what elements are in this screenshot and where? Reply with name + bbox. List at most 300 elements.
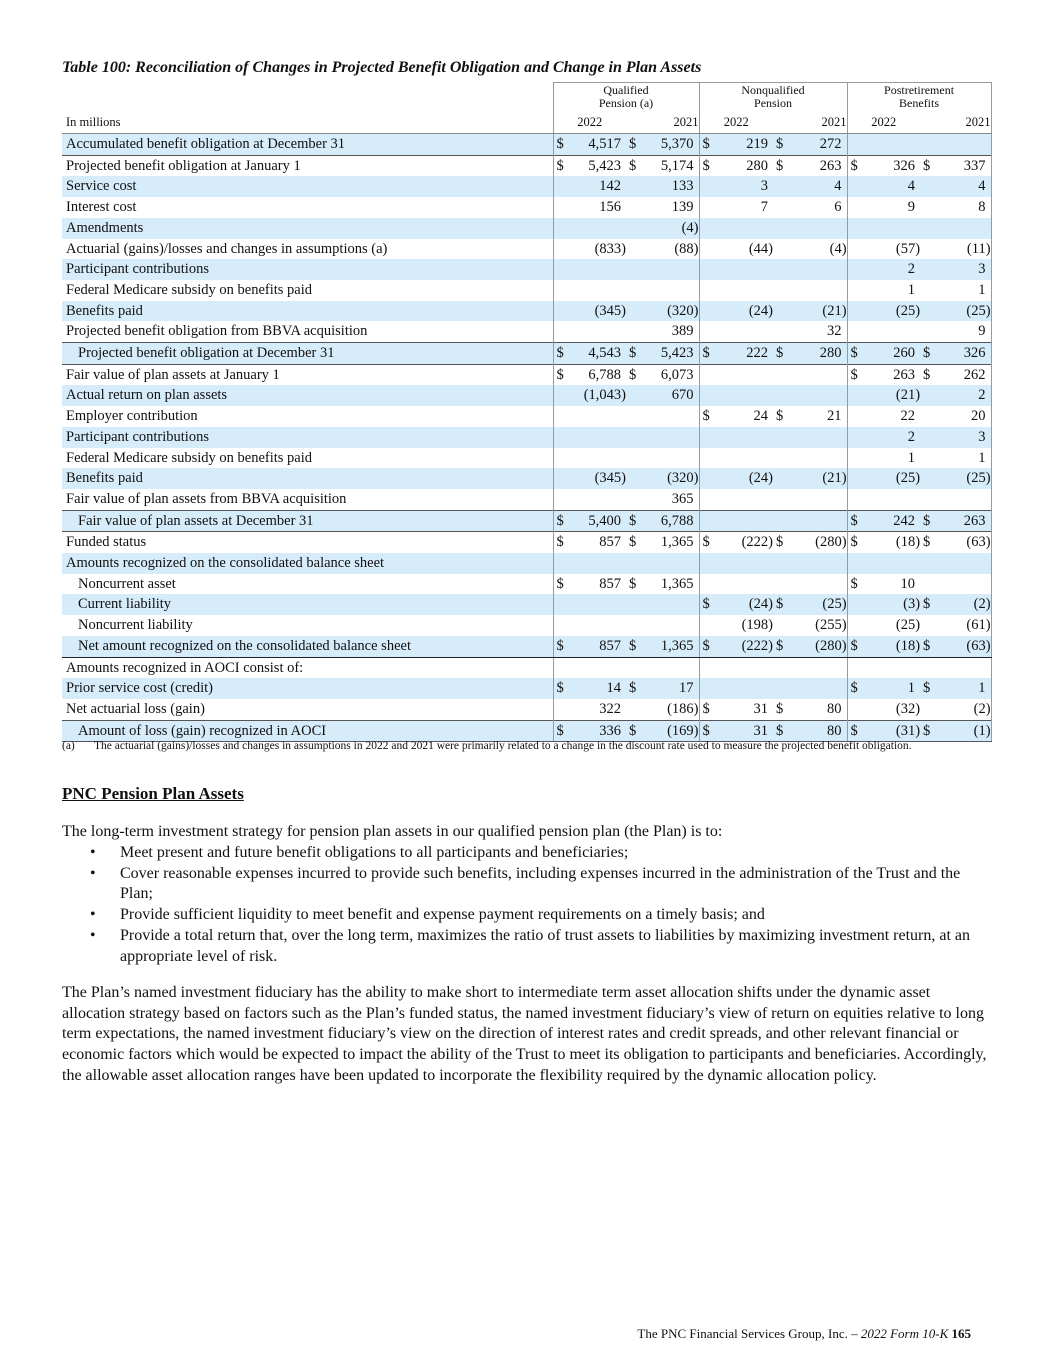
value-cell <box>699 385 773 406</box>
value-cell <box>920 197 991 218</box>
group-header-postretirement: Postretirement Benefits <box>847 83 991 112</box>
value-cell <box>773 574 847 595</box>
row-label: Interest cost <box>66 199 137 216</box>
cell-value: (11) <box>966 240 991 257</box>
cell-value: (31) <box>895 722 921 739</box>
cell-value: (21) <box>895 387 921 404</box>
value-cell <box>553 678 626 699</box>
value-cell <box>773 385 847 406</box>
currency-symbol: $ <box>776 136 784 152</box>
value-cell <box>847 259 920 280</box>
currency-symbol: $ <box>702 136 710 152</box>
cell-value: 1 <box>907 680 916 697</box>
cell-value: 2 <box>978 387 986 404</box>
value-cell <box>847 574 920 595</box>
currency-symbol: $ <box>702 637 710 654</box>
cell-value: (25) <box>966 302 991 319</box>
year-header-row <box>62 111 991 134</box>
currency-symbol: $ <box>629 157 637 174</box>
value-cell <box>553 134 626 156</box>
value-cell <box>553 385 626 406</box>
cell-value: (3) <box>903 596 921 613</box>
table-row <box>62 218 991 239</box>
value-cell <box>847 489 920 510</box>
section-heading: PNC Pension Plan Assets <box>62 784 244 803</box>
cell-value: (198) <box>741 617 774 634</box>
currency-symbol: $ <box>556 722 564 739</box>
value-cell <box>626 155 699 176</box>
table-row <box>62 385 991 406</box>
table-title: Table 100: Reconciliation of Changes in Projected Benefit Obligation and Change in Plan Assets <box>62 59 702 76</box>
value-cell <box>626 448 699 469</box>
value-cell <box>626 343 699 365</box>
row-label: Net actuarial loss (gain) <box>66 700 205 717</box>
currency-symbol: $ <box>629 680 637 697</box>
value-cell <box>699 155 773 176</box>
bullet-text: Meet present and future benefit obligations to all participants and beneficiaries; <box>120 844 629 861</box>
cell-value: (63) <box>966 637 991 654</box>
row-label: Amendments <box>62 218 553 239</box>
value-cell <box>626 678 699 699</box>
bullet-text: Provide a total return that, over the long term, maximizes the ratio of trust assets to liabilities by maximizing investment return, at an appropriate level of risk. <box>120 926 971 965</box>
value-cell <box>699 301 773 322</box>
cell-value: (21) <box>822 470 847 487</box>
cell-value: 219 <box>746 136 769 152</box>
currency-symbol: $ <box>923 345 931 362</box>
value-cell <box>553 468 626 489</box>
value-cell <box>626 636 699 657</box>
row-label: Amount of loss (gain) recognized in AOCI <box>62 720 553 742</box>
table-row <box>62 448 991 469</box>
value-cell <box>699 176 773 197</box>
value-cell <box>626 218 699 239</box>
value-cell <box>553 574 626 595</box>
currency-symbol: $ <box>923 534 931 551</box>
cell-value: 20 <box>971 408 986 425</box>
value-cell <box>847 364 920 385</box>
cell-value: 142 <box>599 178 621 195</box>
value-cell <box>920 176 991 197</box>
cell-value: 262 <box>963 366 986 383</box>
value-cell <box>773 699 847 720</box>
cell-value: 365 <box>671 490 694 507</box>
value-cell <box>920 239 991 260</box>
value-cell <box>847 532 920 553</box>
table-row <box>62 657 991 678</box>
page-number: 165 <box>951 1326 971 1341</box>
row-label: Prior service cost (credit) <box>62 678 553 699</box>
cell-value: 280 <box>746 157 769 174</box>
value-cell <box>920 489 991 510</box>
page-footer <box>637 1326 971 1342</box>
cell-value: 9 <box>907 199 916 216</box>
table-row <box>62 468 991 489</box>
value-cell <box>699 615 773 636</box>
value-cell <box>626 468 699 489</box>
value-cell <box>699 594 773 615</box>
cell-value: 1 <box>907 449 916 466</box>
currency-symbol: $ <box>923 637 931 654</box>
value-cell <box>920 636 991 657</box>
currency-symbol: $ <box>776 534 784 551</box>
cell-value: (1,043) <box>583 387 626 404</box>
value-cell <box>773 197 847 218</box>
value-cell <box>847 553 920 574</box>
value-cell <box>553 510 626 532</box>
fiduciary-paragraph: The Plan’s named investment fiduciary has the ability to make short to intermediate term asset allocation shifts under the dynamic asset allocation strategy based on factors such as the Plan’s funded status, the named investment fiduciary’s view of return on equities relative to long term expectations, the named investment fiduciary’s view on the direction of interest rates and credit spreads, and other relevant financial or economic factors which would be expected to impact the ability of the Trust to meet its obligation to participants and beneficiaries. Accordingly, the allowable asset allocation ranges have been updated to incorporate the flexibility required by the dynamic allocation policy. <box>62 984 987 1084</box>
cell-value: 260 <box>893 345 916 362</box>
cell-value: (4) <box>681 219 699 236</box>
value-cell <box>699 574 773 595</box>
row-label: Amounts recognized in AOCI consist of: <box>66 659 304 676</box>
year-header: 2022 <box>699 111 773 134</box>
currency-symbol: $ <box>629 136 637 152</box>
value-cell <box>773 615 847 636</box>
value-cell <box>773 280 847 301</box>
value-cell <box>699 134 773 156</box>
cell-value: 263 <box>963 512 986 529</box>
bullet-text: Provide sufficient liquidity to meet benefit and expense payment requirements on a timely basis; and <box>120 906 765 924</box>
currency-symbol: $ <box>776 157 784 174</box>
cell-value: 22 <box>900 408 916 425</box>
cell-value: 5,423 <box>660 345 694 362</box>
value-cell <box>773 321 847 342</box>
value-cell <box>699 280 773 301</box>
cell-value: 6,788 <box>588 366 621 383</box>
cell-value: (2) <box>973 596 991 613</box>
table-row <box>62 197 991 218</box>
value-cell <box>699 343 773 365</box>
bullet-mark: • <box>90 906 96 924</box>
currency-symbol: $ <box>702 345 710 362</box>
cell-value: (280) <box>815 637 847 654</box>
value-cell <box>773 532 847 553</box>
cell-value: 263 <box>819 157 842 174</box>
cell-value: 2 <box>907 261 916 278</box>
table-row <box>62 364 991 385</box>
value-cell <box>773 489 847 510</box>
cell-value: (24) <box>748 596 774 613</box>
value-cell <box>553 197 626 218</box>
table-row <box>62 406 991 427</box>
value-cell <box>553 657 626 678</box>
cell-value: (18) <box>895 534 921 551</box>
currency-symbol: $ <box>850 512 858 529</box>
value-cell <box>553 615 626 636</box>
bullet-item <box>62 905 992 926</box>
value-cell <box>553 280 626 301</box>
table-row <box>62 155 991 176</box>
currency-symbol: $ <box>629 637 637 654</box>
row-label: Participant contributions <box>62 427 553 448</box>
value-cell <box>773 406 847 427</box>
value-cell <box>553 594 626 615</box>
cell-value: 326 <box>893 157 916 174</box>
cell-value: (280) <box>815 534 847 551</box>
cell-value: 272 <box>819 136 842 152</box>
value-cell <box>920 510 991 532</box>
cell-value: 1,365 <box>660 637 694 654</box>
row-label: Funded status <box>62 532 553 553</box>
value-cell <box>626 427 699 448</box>
currency-symbol: $ <box>702 408 710 425</box>
cell-value: 242 <box>893 512 916 529</box>
value-cell <box>847 176 920 197</box>
value-cell <box>920 364 991 385</box>
cell-value: 1,365 <box>660 575 694 592</box>
row-label: Fair value of plan assets at January 1 <box>62 364 553 385</box>
value-cell <box>699 678 773 699</box>
cell-value: 1,365 <box>660 534 694 551</box>
table-row <box>62 343 991 365</box>
cell-value: (18) <box>895 637 921 654</box>
cell-value: 857 <box>599 534 621 551</box>
cell-value: 21 <box>827 408 842 425</box>
row-label: Service cost <box>62 176 553 197</box>
value-cell <box>773 427 847 448</box>
cell-value: 1 <box>978 680 986 697</box>
year-header: 2021 <box>920 111 991 134</box>
value-cell <box>920 343 991 365</box>
value-cell <box>699 406 773 427</box>
cell-value: 80 <box>827 700 842 717</box>
value-cell <box>920 678 991 699</box>
cell-value: 337 <box>963 157 986 174</box>
table-row <box>62 239 991 260</box>
value-cell <box>920 218 991 239</box>
cell-value: 336 <box>599 722 621 739</box>
cell-value: (255) <box>815 617 847 634</box>
cell-value: 322 <box>599 700 621 717</box>
table-row <box>62 489 991 510</box>
value-cell <box>553 301 626 322</box>
currency-symbol: $ <box>850 722 858 739</box>
value-cell <box>626 259 699 280</box>
row-label: Projected benefit obligation at January 1 <box>62 155 553 176</box>
value-cell <box>699 259 773 280</box>
value-cell <box>626 280 699 301</box>
currency-symbol: $ <box>776 345 784 362</box>
value-cell <box>920 155 991 176</box>
value-cell <box>553 448 626 469</box>
value-cell <box>553 699 626 720</box>
table-row <box>62 321 991 342</box>
cell-value: (25) <box>895 302 921 319</box>
cell-value: (186) <box>667 700 699 717</box>
cell-value: 4 <box>907 178 916 195</box>
value-cell <box>626 574 699 595</box>
value-cell <box>847 510 920 532</box>
cell-value: 24 <box>753 408 769 425</box>
currency-symbol: $ <box>556 512 564 529</box>
cell-value: 857 <box>599 575 621 592</box>
value-cell <box>626 385 699 406</box>
value-cell <box>699 489 773 510</box>
value-cell <box>920 134 991 156</box>
value-cell <box>553 239 626 260</box>
cell-value: 3 <box>978 261 986 278</box>
cell-value: (57) <box>895 240 921 257</box>
cell-value: (25) <box>822 596 847 613</box>
value-cell <box>773 594 847 615</box>
currency-symbol: $ <box>556 366 564 383</box>
currency-symbol: $ <box>776 637 784 654</box>
table-row <box>62 427 991 448</box>
value-cell <box>699 321 773 342</box>
cell-value: 326 <box>963 345 986 362</box>
currency-symbol: $ <box>629 534 637 551</box>
value-cell <box>847 321 920 342</box>
value-cell <box>626 699 699 720</box>
value-cell <box>920 553 991 574</box>
value-cell <box>626 321 699 342</box>
value-cell <box>626 489 699 510</box>
value-cell <box>920 532 991 553</box>
value-cell <box>699 364 773 385</box>
cell-value: (61) <box>966 617 991 634</box>
table-row <box>62 594 991 615</box>
value-cell <box>553 259 626 280</box>
currency-symbol: $ <box>850 157 858 174</box>
value-cell <box>553 155 626 176</box>
value-cell <box>773 343 847 365</box>
value-cell <box>553 532 626 553</box>
value-cell <box>553 364 626 385</box>
cell-value: 139 <box>671 199 694 216</box>
currency-symbol: $ <box>850 575 858 592</box>
cell-value: 4,543 <box>588 345 621 362</box>
row-label: Projected benefit obligation from BBVA acquisition <box>66 323 368 340</box>
cell-value: (88) <box>674 240 699 257</box>
currency-symbol: $ <box>556 575 564 592</box>
value-cell <box>847 448 920 469</box>
value-cell <box>773 678 847 699</box>
currency-symbol: $ <box>776 700 784 717</box>
currency-symbol: $ <box>923 366 931 383</box>
value-cell <box>699 636 773 657</box>
cell-value: (320) <box>667 470 699 487</box>
currency-symbol: $ <box>850 637 858 654</box>
cell-value: (833) <box>594 240 626 257</box>
value-cell <box>847 155 920 176</box>
value-cell <box>553 176 626 197</box>
value-cell <box>847 218 920 239</box>
table-row <box>62 176 991 197</box>
currency-symbol: $ <box>702 722 710 739</box>
cell-value: 3 <box>978 428 986 445</box>
value-cell <box>626 553 699 574</box>
currency-symbol: $ <box>702 596 710 613</box>
cell-value: (345) <box>594 470 626 487</box>
table-row <box>62 615 991 636</box>
value-cell <box>847 468 920 489</box>
currency-symbol: $ <box>923 512 931 529</box>
table-row <box>62 134 991 156</box>
table-footnote <box>62 739 992 754</box>
value-cell <box>773 636 847 657</box>
value-cell <box>626 364 699 385</box>
cell-value: 4 <box>834 178 842 195</box>
row-label: Benefits paid <box>62 468 553 489</box>
value-cell <box>553 636 626 657</box>
currency-symbol: $ <box>629 345 637 362</box>
currency-symbol: $ <box>629 575 637 592</box>
cell-value: 5,174 <box>660 157 694 174</box>
cell-value: 7 <box>760 199 769 216</box>
value-cell <box>773 218 847 239</box>
intro-paragraph: The long-term investment strategy for pension plan assets in our qualified pension plan (the Plan) is to: <box>62 823 723 840</box>
row-label: Accumulated benefit obligation at December 31 <box>62 134 553 156</box>
value-cell <box>920 594 991 615</box>
cell-value: 5,370 <box>660 136 694 152</box>
value-cell <box>847 280 920 301</box>
bullet-mark: • <box>90 864 96 882</box>
bullet-item <box>62 864 992 905</box>
row-label: Fair value of plan assets at December 31 <box>62 510 553 532</box>
value-cell <box>626 406 699 427</box>
value-cell <box>626 134 699 156</box>
cell-value: (63) <box>966 534 991 551</box>
table-row <box>62 259 991 280</box>
value-cell <box>553 489 626 510</box>
value-cell <box>847 301 920 322</box>
currency-symbol: $ <box>923 680 931 697</box>
value-cell <box>920 301 991 322</box>
value-cell <box>773 259 847 280</box>
table-row <box>62 678 991 699</box>
value-cell <box>626 510 699 532</box>
value-cell <box>920 657 991 678</box>
row-label: Participant contributions <box>62 259 553 280</box>
cell-value: (222) <box>741 637 774 654</box>
cell-value: 5,423 <box>588 157 621 174</box>
cell-value: 1 <box>978 281 986 298</box>
cell-value: (222) <box>741 534 774 551</box>
cell-value: (320) <box>667 302 699 319</box>
cell-value: 133 <box>671 178 694 195</box>
bullet-item <box>62 926 992 967</box>
cell-value: 31 <box>753 700 769 717</box>
row-label: Actuarial (gains)/losses and changes in assumptions (a) <box>66 240 388 257</box>
value-cell <box>847 134 920 156</box>
value-cell <box>553 321 626 342</box>
cell-value: 1 <box>978 449 986 466</box>
value-cell <box>699 532 773 553</box>
cell-value: 9 <box>978 323 986 340</box>
value-cell <box>773 510 847 532</box>
value-cell <box>773 155 847 176</box>
cell-value: 17 <box>679 680 694 697</box>
value-cell <box>847 406 920 427</box>
value-cell <box>626 197 699 218</box>
bullet-mark: • <box>90 844 96 861</box>
value-cell <box>699 218 773 239</box>
cell-value: 6 <box>834 199 842 216</box>
table-row <box>62 553 991 574</box>
currency-symbol: $ <box>776 596 784 613</box>
value-cell <box>773 468 847 489</box>
cell-value: (4) <box>829 240 847 257</box>
cell-value: (169) <box>667 722 699 739</box>
value-cell <box>847 385 920 406</box>
currency-symbol: $ <box>556 637 564 654</box>
value-cell <box>626 532 699 553</box>
currency-symbol: $ <box>702 700 710 717</box>
year-header: 2021 <box>626 111 699 134</box>
value-cell <box>626 657 699 678</box>
value-cell <box>847 343 920 365</box>
cell-value: 4,517 <box>588 136 621 152</box>
